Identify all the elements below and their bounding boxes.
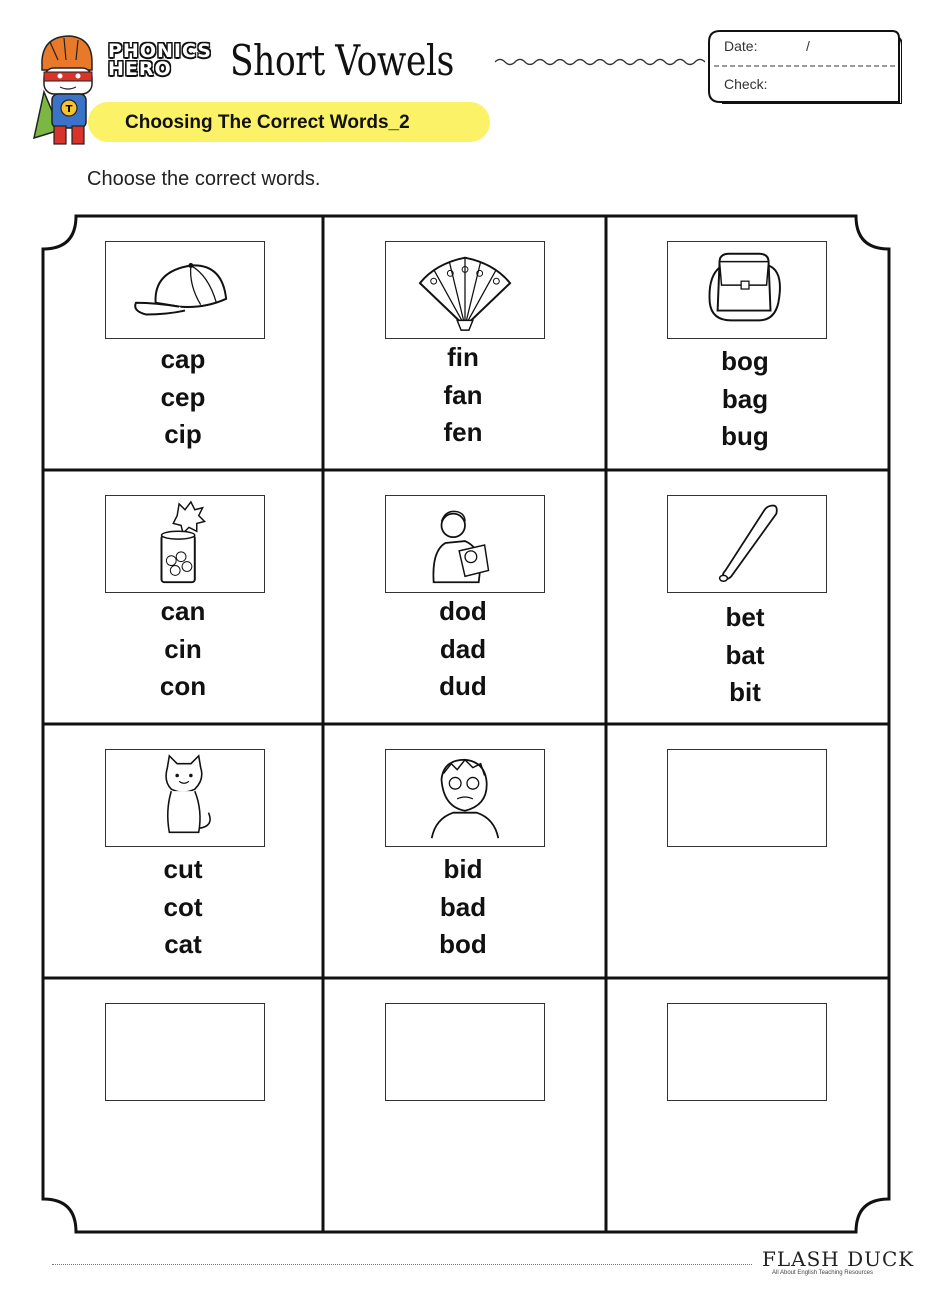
word-option[interactable]: bog	[721, 346, 769, 376]
word-option[interactable]: bad	[439, 891, 487, 922]
can-icon	[106, 496, 264, 592]
worksheet-subtitle: Choosing The Correct Words_2	[125, 112, 410, 133]
word-option[interactable]: fan	[443, 379, 483, 410]
footer-divider	[52, 1264, 752, 1265]
check-label: Check:	[724, 76, 768, 92]
word-option[interactable]: can	[160, 596, 206, 626]
word-option[interactable]: cep	[160, 381, 206, 412]
grid-cell	[42, 469, 324, 724]
grid-cell	[604, 215, 886, 470]
picture-frame	[385, 749, 545, 847]
word-option[interactable]: cat	[164, 929, 202, 959]
word-option[interactable]: con	[159, 671, 207, 701]
bat-icon	[668, 496, 826, 592]
word-option[interactable]: bod	[439, 929, 487, 959]
word-option[interactable]: dud	[439, 671, 487, 701]
word-option[interactable]: dad	[439, 633, 487, 664]
word-option[interactable]: bet	[725, 602, 765, 632]
picture-frame	[385, 241, 545, 339]
word-choices	[42, 851, 324, 964]
word-option[interactable]: bid	[443, 854, 483, 884]
word-choices	[322, 851, 604, 964]
dad-icon	[386, 496, 544, 592]
instruction-text: Choose the correct words.	[87, 168, 321, 190]
word-option[interactable]: cin	[164, 633, 202, 664]
picture-frame	[105, 495, 265, 593]
grid-cell	[322, 469, 604, 724]
worksheet-grid	[40, 213, 892, 1235]
picture-frame	[667, 241, 827, 339]
brand-line-1: PHONICS	[108, 40, 212, 62]
word-choices	[322, 339, 604, 452]
word-option[interactable]: cut	[163, 854, 203, 884]
picture-frame-empty	[667, 1003, 827, 1101]
word-option[interactable]: fin	[447, 342, 479, 372]
word-choices	[42, 341, 324, 454]
grid-cell	[604, 977, 886, 1232]
word-option[interactable]: dod	[439, 596, 487, 626]
flash-duck-logo: FLASH DUCK	[762, 1247, 915, 1271]
word-choices	[604, 599, 886, 712]
brand-line-2: HERO	[108, 58, 172, 80]
word-option[interactable]: cot	[163, 891, 203, 922]
svg-text:T: T	[65, 104, 73, 115]
picture-frame-empty	[667, 749, 827, 847]
word-option[interactable]: cip	[164, 419, 202, 449]
picture-frame	[385, 495, 545, 593]
picture-frame	[105, 241, 265, 339]
word-option[interactable]: fen	[443, 417, 483, 447]
picture-frame	[105, 749, 265, 847]
grid-cell	[322, 215, 604, 470]
picture-frame	[667, 495, 827, 593]
word-choices	[42, 593, 324, 706]
cat-icon	[106, 750, 264, 846]
wavy-divider	[495, 52, 705, 72]
grid-cell	[42, 723, 324, 978]
word-option[interactable]: bug	[721, 421, 769, 451]
flash-duck-tagline: All About English Teaching Resources	[772, 1270, 873, 1276]
cap-icon	[106, 242, 264, 338]
word-option[interactable]: bat	[725, 639, 765, 670]
word-choices	[604, 343, 886, 456]
grid-cell	[604, 469, 886, 724]
word-choices	[322, 593, 604, 706]
phonics-hero-logo	[108, 42, 212, 78]
grid-cell	[42, 977, 324, 1232]
fan-icon	[386, 242, 544, 338]
grid-cell	[322, 977, 604, 1232]
date-label: Date:	[724, 38, 758, 54]
picture-frame-empty	[105, 1003, 265, 1101]
bad-icon	[386, 750, 544, 846]
grid-cell	[42, 215, 324, 470]
date-separator: /	[806, 38, 810, 54]
picture-frame-empty	[385, 1003, 545, 1101]
page-title: Short Vowels	[230, 36, 454, 85]
bag-icon	[668, 242, 826, 338]
grid-cell	[604, 723, 886, 978]
word-option[interactable]: cap	[160, 344, 206, 374]
word-option[interactable]: bit	[729, 677, 761, 707]
grid-cell	[322, 723, 604, 978]
word-option[interactable]: bag	[721, 383, 769, 414]
